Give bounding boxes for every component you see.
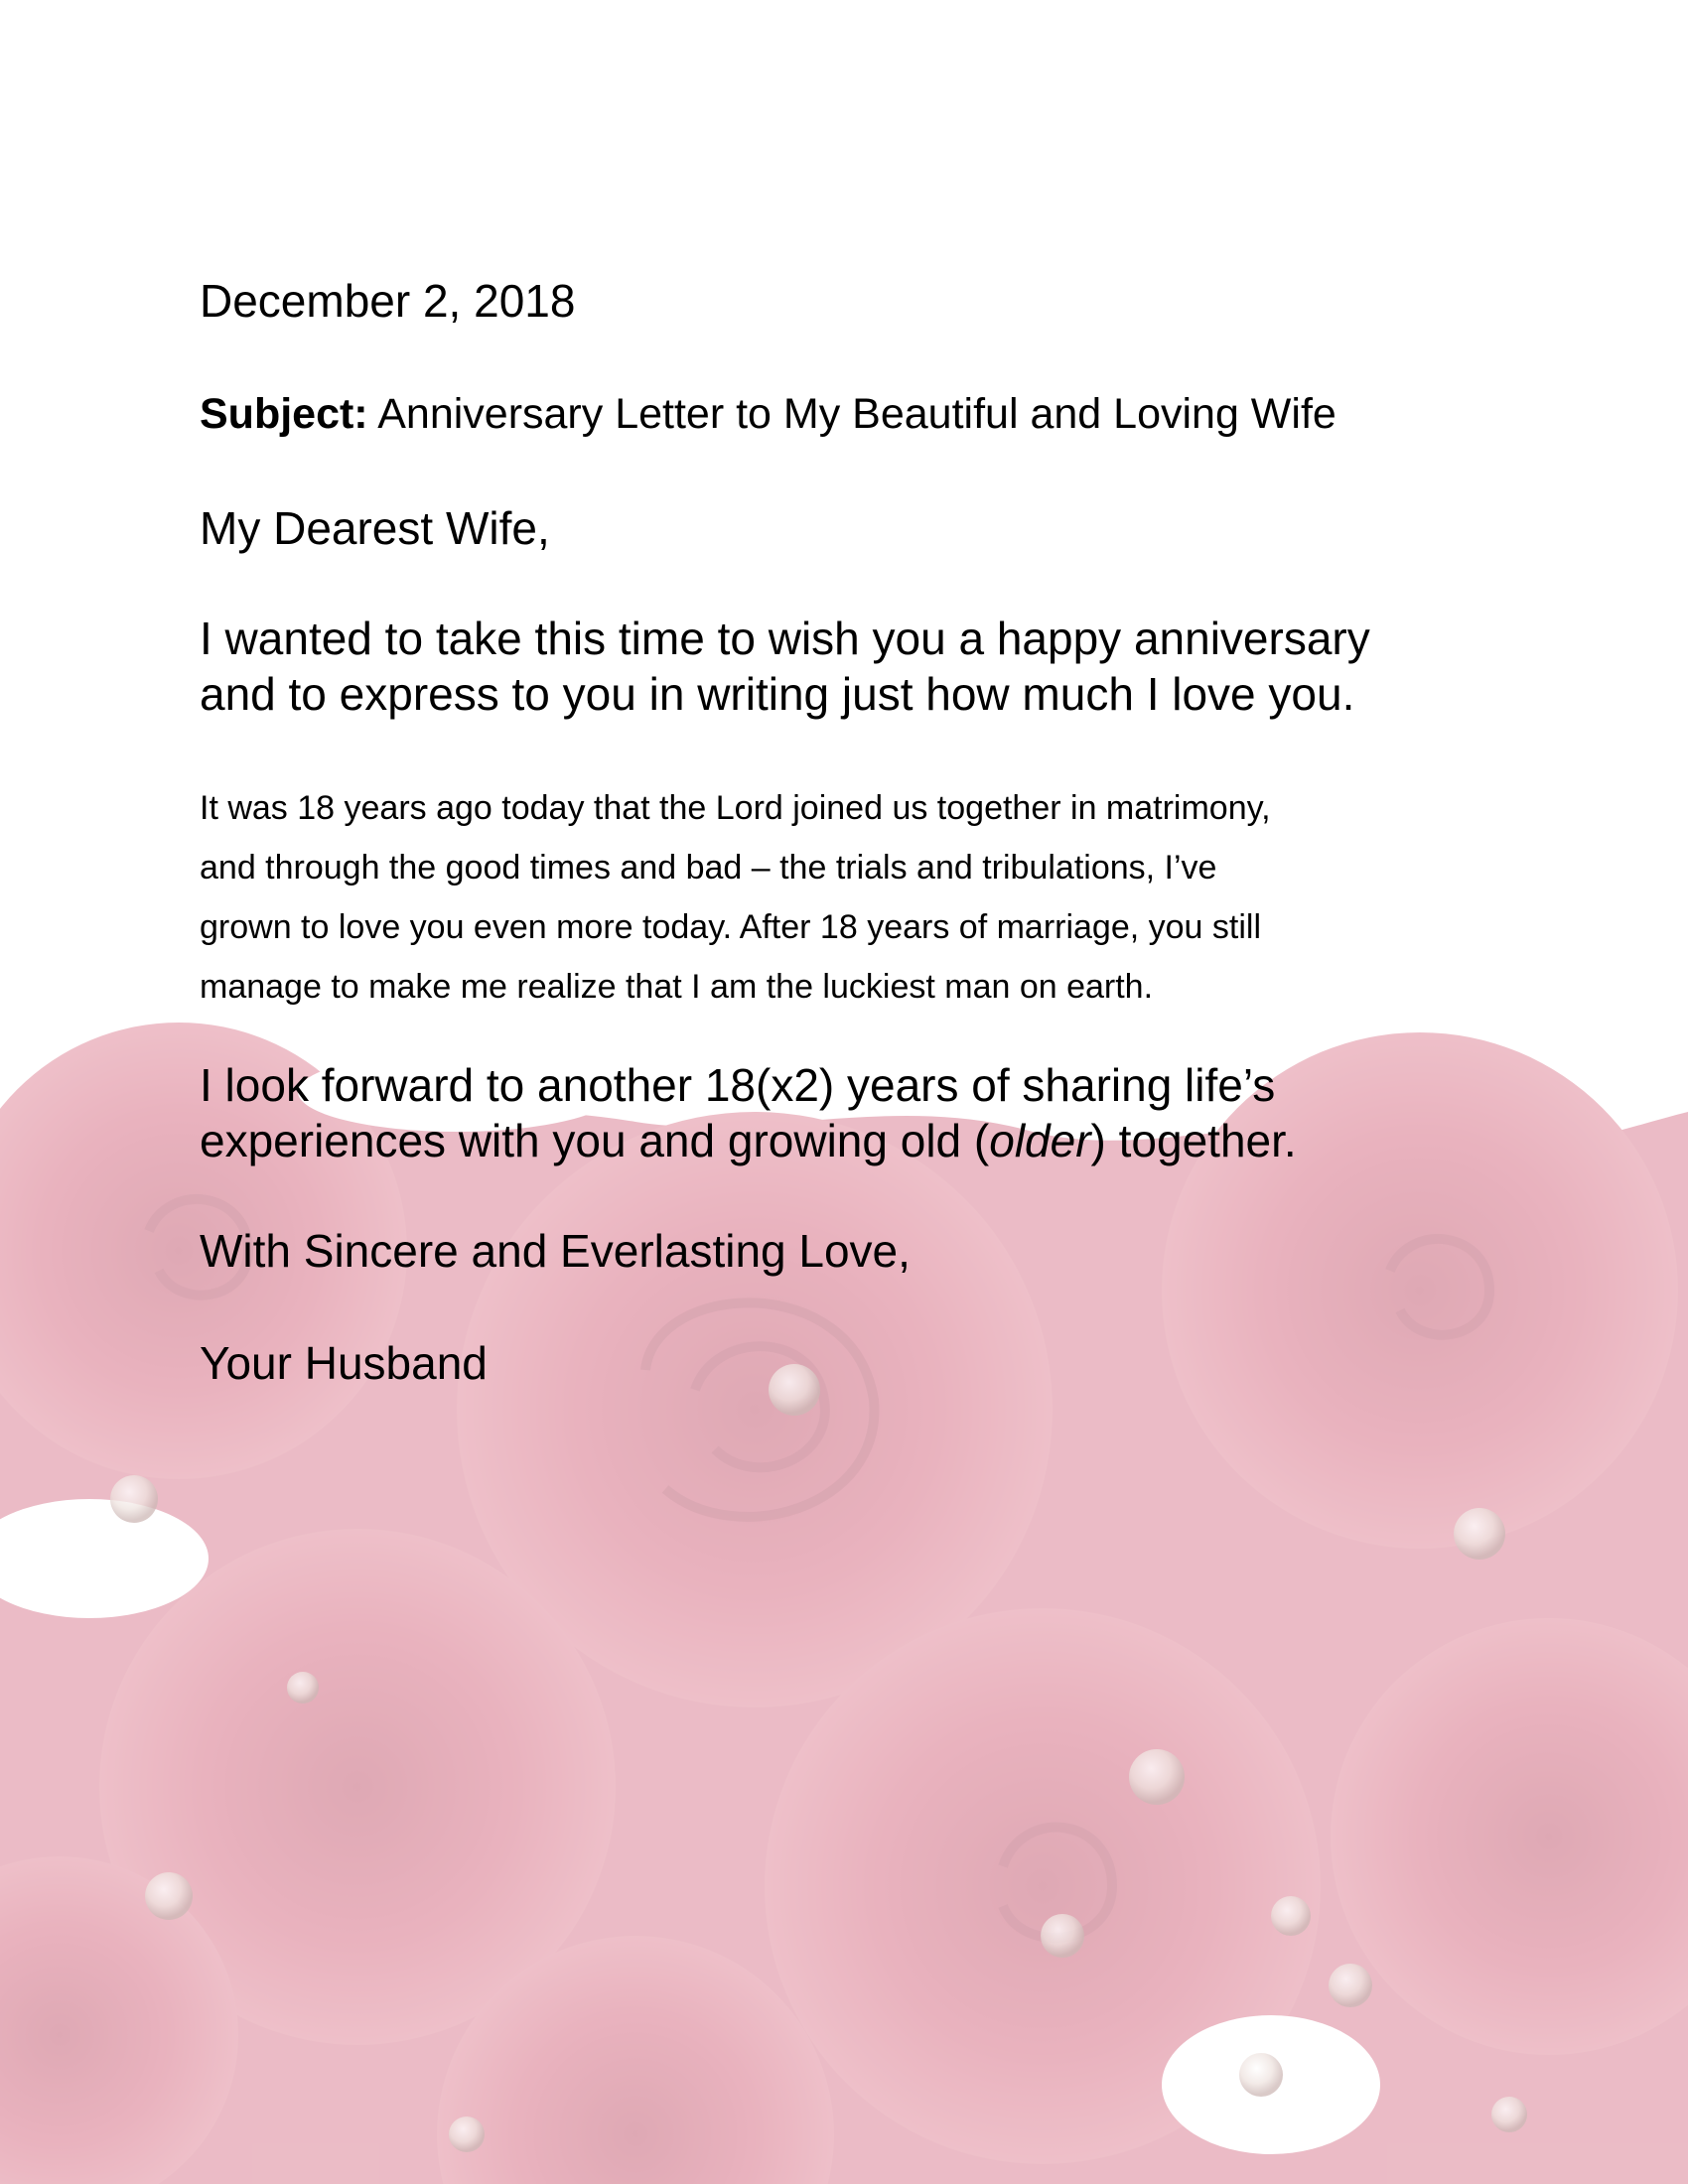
- salutation: My Dearest Wife,: [200, 502, 550, 554]
- paragraph3-line2: [200, 1115, 1297, 1166]
- subject-label: Subject:: [200, 390, 368, 438]
- paragraph2: [200, 778, 1510, 1017]
- paragraph1-line2: and to express to you in writing just how much I love you.: [200, 668, 1355, 720]
- paragraph2-line: manage to make me realize that I am the luckiest man on earth.: [200, 968, 1154, 1006]
- paragraph3-text-after: ) together.: [1090, 1115, 1297, 1166]
- letter-subject: [200, 390, 1336, 438]
- paragraph2-line: grown to love you even more today. After 18 years of marriage, you still: [200, 908, 1262, 946]
- paragraph3-text-before: experiences with you and growing old (: [200, 1115, 990, 1166]
- paragraph2-line: and through the good times and bad – the trials and tribulations, I’ve: [200, 849, 1217, 887]
- letter-date: December 2, 2018: [200, 275, 576, 327]
- signature: Your Husband: [200, 1337, 488, 1389]
- paragraph3-italic-word: older: [989, 1115, 1091, 1166]
- paragraph1-line1: I wanted to take this time to wish you a happy anniversary: [200, 613, 1370, 664]
- subject-text: Anniversary Letter to My Beautiful and Loving Wife: [377, 390, 1336, 438]
- closing: With Sincere and Everlasting Love,: [200, 1225, 911, 1277]
- paragraph3-line1: I look forward to another 18(x2) years of sharing life’s: [200, 1059, 1276, 1111]
- paragraph2-line: It was 18 years ago today that the Lord joined us together in matrimony,: [200, 789, 1271, 827]
